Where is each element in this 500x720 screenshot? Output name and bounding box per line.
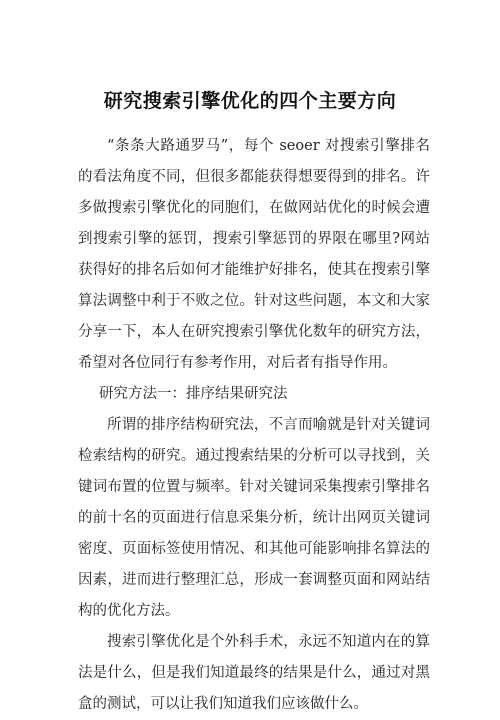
body-paragraph: 搜索引擎优化是个外科手术，永远不知道内在的算法是什么，但是我们知道最终的结果是什么，通过对黑盒的测试，可以让我们知道我们应该做什么。 [78,634,430,712]
section-heading: 研究方法一：排序结果研究法 [99,386,288,402]
document-body [78,131,430,720]
intro-paragraph: “条条大路通罗马”，每个 seoer 对搜索引擎排名的看法角度不同，但很多都能获得想要得到的排名。许多做搜索引擎优化的同胞们，在做网站优化的时候会遭到搜索引擎的惩罚，搜索引擎惩罚的界限在哪里?网站获得好的排名后如何才能维护好排名，使其在搜索引擎算法调整中利于不败之位。针对这些问题，本文和大家分享一下，本人在研究搜索引擎优化数年的研究方法，希望对各位同行有参考作用，对后者有指导作用。 [78,138,430,371]
body-paragraph: 所谓的排序结构研究法，不言而喻就是针对关键词检索结构的研究。通过搜索结果的分析可以寻找到，关键词布置的位置与频率。针对关键词采集搜索引擎排名的前十名的页面进行信息采集分析，统计出网页关键词密度、页面标签使用情况、和其他可能影响排名算法的因素，进而进行整理汇总，形成一套调整页面和网站结构的优化方法。 [78,417,430,619]
document-title: 研究搜索引擎优化的四个主要方向 [103,90,397,112]
